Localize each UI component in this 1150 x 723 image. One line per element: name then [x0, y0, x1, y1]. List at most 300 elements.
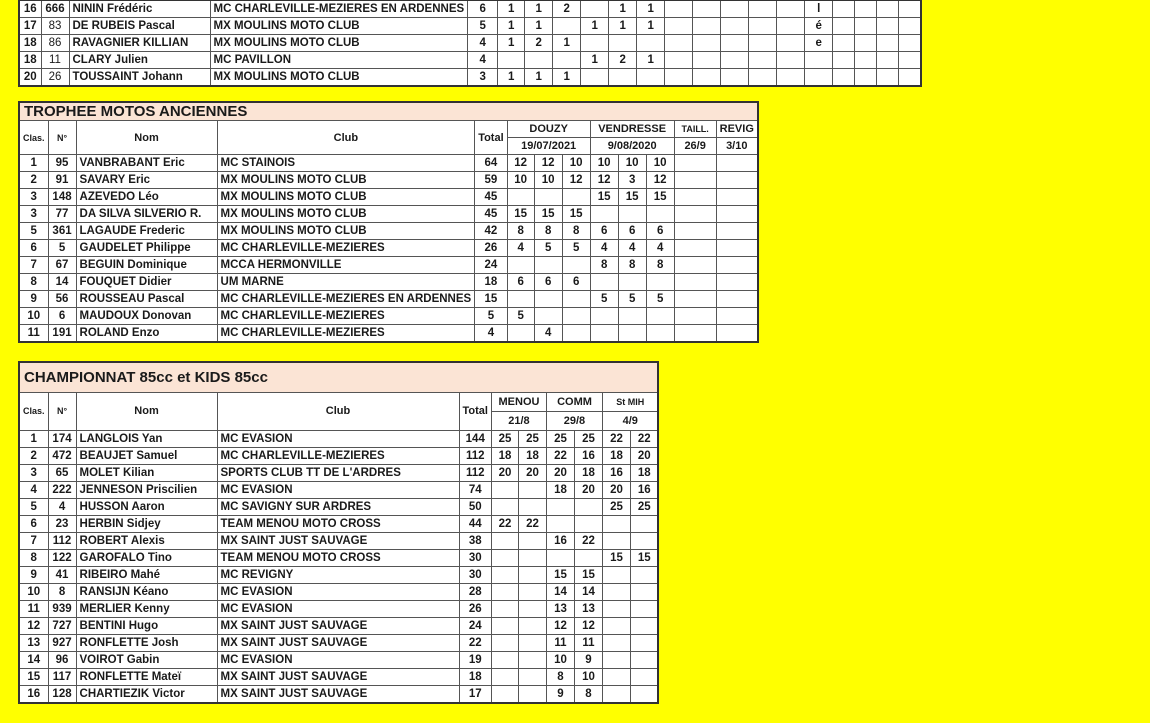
score-cell: [562, 257, 590, 274]
rank-cell: 4: [19, 481, 48, 498]
score-cell: [646, 325, 674, 343]
score-cell: [630, 583, 658, 600]
score-cell: 12: [562, 172, 590, 189]
bib-number-cell: 86: [41, 35, 69, 52]
score-cell: [630, 515, 658, 532]
score-cell: 15: [618, 189, 646, 206]
rank-cell: 12: [19, 617, 48, 634]
header-total: Total: [459, 392, 491, 430]
score-cell: [602, 668, 630, 685]
score-cell: 8: [546, 668, 574, 685]
score-cell: [491, 651, 518, 668]
rider-name-cell: NININ Frédéric: [69, 0, 210, 18]
score-cell: [562, 291, 590, 308]
score-cell: [491, 549, 518, 566]
score-cell: [674, 257, 716, 274]
score-cell: 8: [590, 257, 618, 274]
score-cell: [602, 532, 630, 549]
score-cell: 20: [491, 464, 518, 481]
score-cell: 1: [637, 18, 665, 35]
score-cell: 4: [507, 240, 534, 257]
club-cell: MC STAINOIS: [217, 155, 475, 172]
rank-cell: 11: [19, 600, 48, 617]
table-row: [19, 240, 758, 257]
table-row: [19, 583, 658, 600]
score-cell: 18: [574, 464, 602, 481]
rider-name-cell: RONFLETTE Mateï: [76, 668, 217, 685]
score-cell: [855, 69, 877, 87]
club-cell: MX MOULINS MOTO CLUB: [217, 189, 475, 206]
score-cell: 12: [546, 617, 574, 634]
score-cell: 22: [546, 447, 574, 464]
score-cell: [674, 223, 716, 240]
score-cell: 4: [590, 240, 618, 257]
score-cell: [602, 651, 630, 668]
score-cell: [630, 532, 658, 549]
score-cell: [749, 18, 777, 35]
score-cell: 2: [525, 35, 553, 52]
score-cell: 4: [618, 240, 646, 257]
rank-cell: 1: [19, 430, 48, 447]
bib-number-cell: 96: [48, 651, 76, 668]
score-cell: [833, 69, 855, 87]
score-cell: [618, 308, 646, 325]
score-cell: [877, 69, 899, 87]
score-cell: 9: [546, 685, 574, 703]
rank-cell: 11: [19, 325, 48, 343]
score-cell: 13: [574, 600, 602, 617]
score-cell: [491, 634, 518, 651]
total-cell: 3: [468, 69, 498, 87]
score-cell: [518, 549, 546, 566]
score-cell: [507, 291, 534, 308]
rank-cell: 18: [19, 52, 41, 69]
score-cell: [855, 0, 877, 18]
club-cell: MCCA HERMONVILLE: [217, 257, 475, 274]
table-row: [19, 685, 658, 703]
club-cell: TEAM MENOU MOTO CROSS: [217, 515, 459, 532]
score-cell: 25: [602, 498, 630, 515]
score-cell: 2: [609, 52, 637, 69]
score-cell: [546, 498, 574, 515]
score-cell: [646, 308, 674, 325]
score-cell: [518, 498, 546, 515]
score-cell: 15: [602, 549, 630, 566]
score-cell: [693, 52, 721, 69]
table-title: CHAMPIONNAT 85cc et KIDS 85cc: [19, 362, 658, 392]
score-cell: 1: [553, 69, 581, 87]
score-cell: [646, 206, 674, 223]
rank-cell: 13: [19, 634, 48, 651]
score-cell: [498, 52, 525, 69]
score-cell: [716, 155, 758, 172]
score-cell: 20: [630, 447, 658, 464]
table-row: [19, 172, 758, 189]
event-douzy: DOUZY: [507, 121, 590, 138]
total-cell: 19: [459, 651, 491, 668]
score-cell: [491, 668, 518, 685]
club-cell: MX MOULINS MOTO CLUB: [217, 172, 475, 189]
total-cell: 44: [459, 515, 491, 532]
score-cell: [518, 634, 546, 651]
score-cell: e: [805, 35, 833, 52]
header-clas: Clas.: [19, 121, 48, 155]
score-cell: 20: [518, 464, 546, 481]
score-cell: [716, 223, 758, 240]
score-cell: 22: [602, 430, 630, 447]
rank-cell: 17: [19, 18, 41, 35]
event-menou-date: 21/8: [491, 411, 546, 430]
table-row: [19, 18, 921, 35]
score-cell: [716, 325, 758, 343]
score-cell: 1: [525, 0, 553, 18]
score-cell: [716, 274, 758, 291]
club-cell: MX SAINT JUST SAUVAGE: [217, 532, 459, 549]
score-cell: [630, 651, 658, 668]
score-cell: 1: [525, 69, 553, 87]
table-row: [19, 651, 658, 668]
bib-number-cell: 666: [41, 0, 69, 18]
score-cell: [630, 668, 658, 685]
table-row: [19, 0, 921, 18]
rank-cell: 1: [19, 155, 48, 172]
club-cell: MX SAINT JUST SAUVAGE: [217, 617, 459, 634]
score-cell: [855, 52, 877, 69]
score-cell: [518, 668, 546, 685]
score-cell: [833, 35, 855, 52]
score-cell: [899, 18, 921, 35]
score-cell: 15: [646, 189, 674, 206]
score-cell: 15: [507, 206, 534, 223]
bib-number-cell: 41: [48, 566, 76, 583]
bib-number-cell: 5: [48, 240, 76, 257]
bib-number-cell: 361: [48, 223, 76, 240]
table-row: [19, 532, 658, 549]
rank-cell: 2: [19, 447, 48, 464]
score-cell: [602, 583, 630, 600]
score-cell: 1: [498, 35, 525, 52]
event-revig: REVIG: [716, 121, 758, 138]
score-cell: 5: [646, 291, 674, 308]
bib-number-cell: 174: [48, 430, 76, 447]
score-cell: [618, 274, 646, 291]
rider-name-cell: BEGUIN Dominique: [76, 257, 217, 274]
score-cell: 22: [630, 430, 658, 447]
header-total: Total: [475, 121, 507, 155]
score-cell: [716, 206, 758, 223]
bib-number-cell: 14: [48, 274, 76, 291]
score-cell: [721, 52, 749, 69]
rank-cell: 8: [19, 549, 48, 566]
score-cell: [833, 0, 855, 18]
score-cell: [777, 52, 805, 69]
table-row: [19, 634, 658, 651]
bib-number-cell: 11: [41, 52, 69, 69]
score-cell: [749, 69, 777, 87]
score-cell: [630, 617, 658, 634]
score-cell: [590, 206, 618, 223]
score-cell: 15: [630, 549, 658, 566]
score-cell: [637, 69, 665, 87]
rider-name-cell: BEAUJET Samuel: [76, 447, 217, 464]
top-partial-table: [18, 0, 922, 87]
total-cell: 15: [475, 291, 507, 308]
score-cell: 8: [574, 685, 602, 703]
event-stmih: St MIH: [602, 392, 658, 411]
bib-number-cell: 148: [48, 189, 76, 206]
total-cell: 24: [459, 617, 491, 634]
total-cell: 24: [475, 257, 507, 274]
total-cell: 64: [475, 155, 507, 172]
bib-number-cell: 67: [48, 257, 76, 274]
club-cell: MC CHARLEVILLE-MEZIERES EN ARDENNES: [217, 291, 475, 308]
rider-name-cell: AZEVEDO Léo: [76, 189, 217, 206]
table-row: [19, 600, 658, 617]
rider-name-cell: FOUQUET Didier: [76, 274, 217, 291]
header-club: Club: [217, 392, 459, 430]
total-cell: 22: [459, 634, 491, 651]
score-cell: [665, 0, 693, 18]
score-cell: 1: [581, 18, 609, 35]
score-cell: 16: [546, 532, 574, 549]
score-cell: 14: [546, 583, 574, 600]
table-row: [19, 69, 921, 87]
score-cell: 4: [534, 325, 562, 343]
rank-cell: 10: [19, 308, 48, 325]
rank-cell: 10: [19, 583, 48, 600]
club-cell: MX MOULINS MOTO CLUB: [210, 35, 468, 52]
rider-name-cell: HERBIN Sidjey: [76, 515, 217, 532]
score-cell: [546, 515, 574, 532]
score-cell: 8: [534, 223, 562, 240]
score-cell: [590, 274, 618, 291]
score-cell: [899, 69, 921, 87]
score-cell: [855, 35, 877, 52]
score-cell: 15: [574, 566, 602, 583]
rider-name-cell: JENNESON Priscilien: [76, 481, 217, 498]
score-cell: [855, 18, 877, 35]
rank-cell: 8: [19, 274, 48, 291]
table-row: [19, 52, 921, 69]
club-cell: MC CHARLEVILLE-MEZIERES: [217, 447, 459, 464]
bib-number-cell: 122: [48, 549, 76, 566]
score-cell: [716, 308, 758, 325]
bib-number-cell: 56: [48, 291, 76, 308]
score-cell: [553, 52, 581, 69]
total-cell: 5: [475, 308, 507, 325]
score-cell: [716, 172, 758, 189]
score-cell: [534, 189, 562, 206]
total-cell: 112: [459, 447, 491, 464]
score-cell: 16: [574, 447, 602, 464]
score-cell: 1: [498, 18, 525, 35]
rider-name-cell: RONFLETTE Josh: [76, 634, 217, 651]
bib-number-cell: 727: [48, 617, 76, 634]
score-cell: [716, 257, 758, 274]
club-cell: SPORTS CLUB TT DE L'ARDRES: [217, 464, 459, 481]
event-vendresse: VENDRESSE: [590, 121, 674, 138]
total-cell: 74: [459, 481, 491, 498]
score-cell: 1: [581, 52, 609, 69]
rank-cell: 2: [19, 172, 48, 189]
score-cell: [590, 308, 618, 325]
score-cell: 13: [546, 600, 574, 617]
score-cell: 3: [618, 172, 646, 189]
score-cell: 25: [491, 430, 518, 447]
table-row: [19, 566, 658, 583]
score-cell: 8: [646, 257, 674, 274]
rank-cell: 5: [19, 498, 48, 515]
club-cell: MX SAINT JUST SAUVAGE: [217, 668, 459, 685]
score-cell: [899, 35, 921, 52]
rank-cell: 9: [19, 566, 48, 583]
rank-cell: 3: [19, 189, 48, 206]
table-row: [19, 189, 758, 206]
club-cell: MC EVASION: [217, 583, 459, 600]
total-cell: 28: [459, 583, 491, 600]
score-cell: [777, 18, 805, 35]
score-cell: [721, 0, 749, 18]
score-cell: 15: [534, 206, 562, 223]
total-cell: 4: [468, 35, 498, 52]
score-cell: [518, 651, 546, 668]
score-cell: 4: [646, 240, 674, 257]
total-cell: 4: [475, 325, 507, 343]
score-cell: [574, 549, 602, 566]
score-cell: [777, 35, 805, 52]
event-menou: MENOU: [491, 392, 546, 411]
table-row: [19, 515, 658, 532]
table-row: [19, 430, 658, 447]
rider-name-cell: ROUSSEAU Pascal: [76, 291, 217, 308]
score-cell: 6: [618, 223, 646, 240]
score-cell: [674, 325, 716, 343]
rank-cell: 3: [19, 464, 48, 481]
club-cell: MC EVASION: [217, 651, 459, 668]
score-cell: [899, 52, 921, 69]
header-club: Club: [217, 121, 475, 155]
score-cell: 6: [534, 274, 562, 291]
score-cell: [602, 634, 630, 651]
rank-cell: 16: [19, 685, 48, 703]
rider-name-cell: ROBERT Alexis: [76, 532, 217, 549]
score-cell: [491, 481, 518, 498]
score-cell: [574, 498, 602, 515]
rank-cell: 9: [19, 291, 48, 308]
score-cell: [602, 617, 630, 634]
score-cell: [553, 18, 581, 35]
total-cell: 59: [475, 172, 507, 189]
score-cell: 2: [553, 0, 581, 18]
header-clas: Clas.: [19, 392, 48, 430]
bib-number-cell: 83: [41, 18, 69, 35]
score-cell: [693, 18, 721, 35]
score-cell: 25: [574, 430, 602, 447]
score-cell: [721, 35, 749, 52]
table-row: [19, 223, 758, 240]
score-cell: [507, 257, 534, 274]
score-cell: [674, 155, 716, 172]
score-cell: 20: [574, 481, 602, 498]
club-cell: MC EVASION: [217, 430, 459, 447]
score-cell: [674, 291, 716, 308]
score-cell: [674, 308, 716, 325]
score-cell: [562, 308, 590, 325]
score-cell: [877, 52, 899, 69]
score-cell: 12: [507, 155, 534, 172]
event-comm: COMM: [546, 392, 602, 411]
score-cell: [590, 325, 618, 343]
club-cell: MC CHARLEVILLE-MEZIERES: [217, 325, 475, 343]
rider-name-cell: CLARY Julien: [69, 52, 210, 69]
score-cell: [562, 325, 590, 343]
score-cell: 18: [602, 447, 630, 464]
rider-name-cell: GAUDELET Philippe: [76, 240, 217, 257]
score-cell: [518, 532, 546, 549]
score-cell: 1: [637, 0, 665, 18]
score-cell: [491, 617, 518, 634]
score-cell: [491, 600, 518, 617]
rider-name-cell: RANSIJN Kéano: [76, 583, 217, 600]
score-cell: [646, 274, 674, 291]
table-row: [19, 481, 658, 498]
score-cell: 1: [525, 18, 553, 35]
bib-number-cell: 112: [48, 532, 76, 549]
rider-name-cell: MAUDOUX Donovan: [76, 308, 217, 325]
rider-name-cell: MERLIER Kenny: [76, 600, 217, 617]
total-cell: 30: [459, 566, 491, 583]
total-cell: 42: [475, 223, 507, 240]
score-cell: 5: [507, 308, 534, 325]
score-cell: [581, 35, 609, 52]
score-cell: 10: [507, 172, 534, 189]
score-cell: [630, 600, 658, 617]
rider-name-cell: SAVARY Eric: [76, 172, 217, 189]
table-row: [19, 155, 758, 172]
event-revig-date: 3/10: [716, 138, 758, 155]
score-cell: [674, 240, 716, 257]
score-cell: 10: [618, 155, 646, 172]
score-cell: 15: [590, 189, 618, 206]
score-cell: 12: [534, 155, 562, 172]
bib-number-cell: 191: [48, 325, 76, 343]
score-cell: [777, 0, 805, 18]
club-cell: MC REVIGNY: [217, 566, 459, 583]
score-cell: [518, 481, 546, 498]
table-row: [19, 308, 758, 325]
table-row: [19, 206, 758, 223]
bib-number-cell: 65: [48, 464, 76, 481]
score-cell: [693, 35, 721, 52]
score-cell: [518, 566, 546, 583]
rider-name-cell: LANGLOIS Yan: [76, 430, 217, 447]
score-cell: 20: [602, 481, 630, 498]
total-cell: 30: [459, 549, 491, 566]
event-taill: TAILL.: [674, 121, 716, 138]
score-cell: 10: [562, 155, 590, 172]
score-cell: 16: [630, 481, 658, 498]
rider-name-cell: MOLET Kilian: [76, 464, 217, 481]
score-cell: [674, 274, 716, 291]
score-cell: [491, 498, 518, 515]
score-cell: [581, 69, 609, 87]
total-cell: 6: [468, 0, 498, 18]
rider-name-cell: ROLAND Enzo: [76, 325, 217, 343]
score-cell: 15: [562, 206, 590, 223]
score-cell: [546, 549, 574, 566]
rider-name-cell: GAROFALO Tino: [76, 549, 217, 566]
score-cell: [749, 52, 777, 69]
